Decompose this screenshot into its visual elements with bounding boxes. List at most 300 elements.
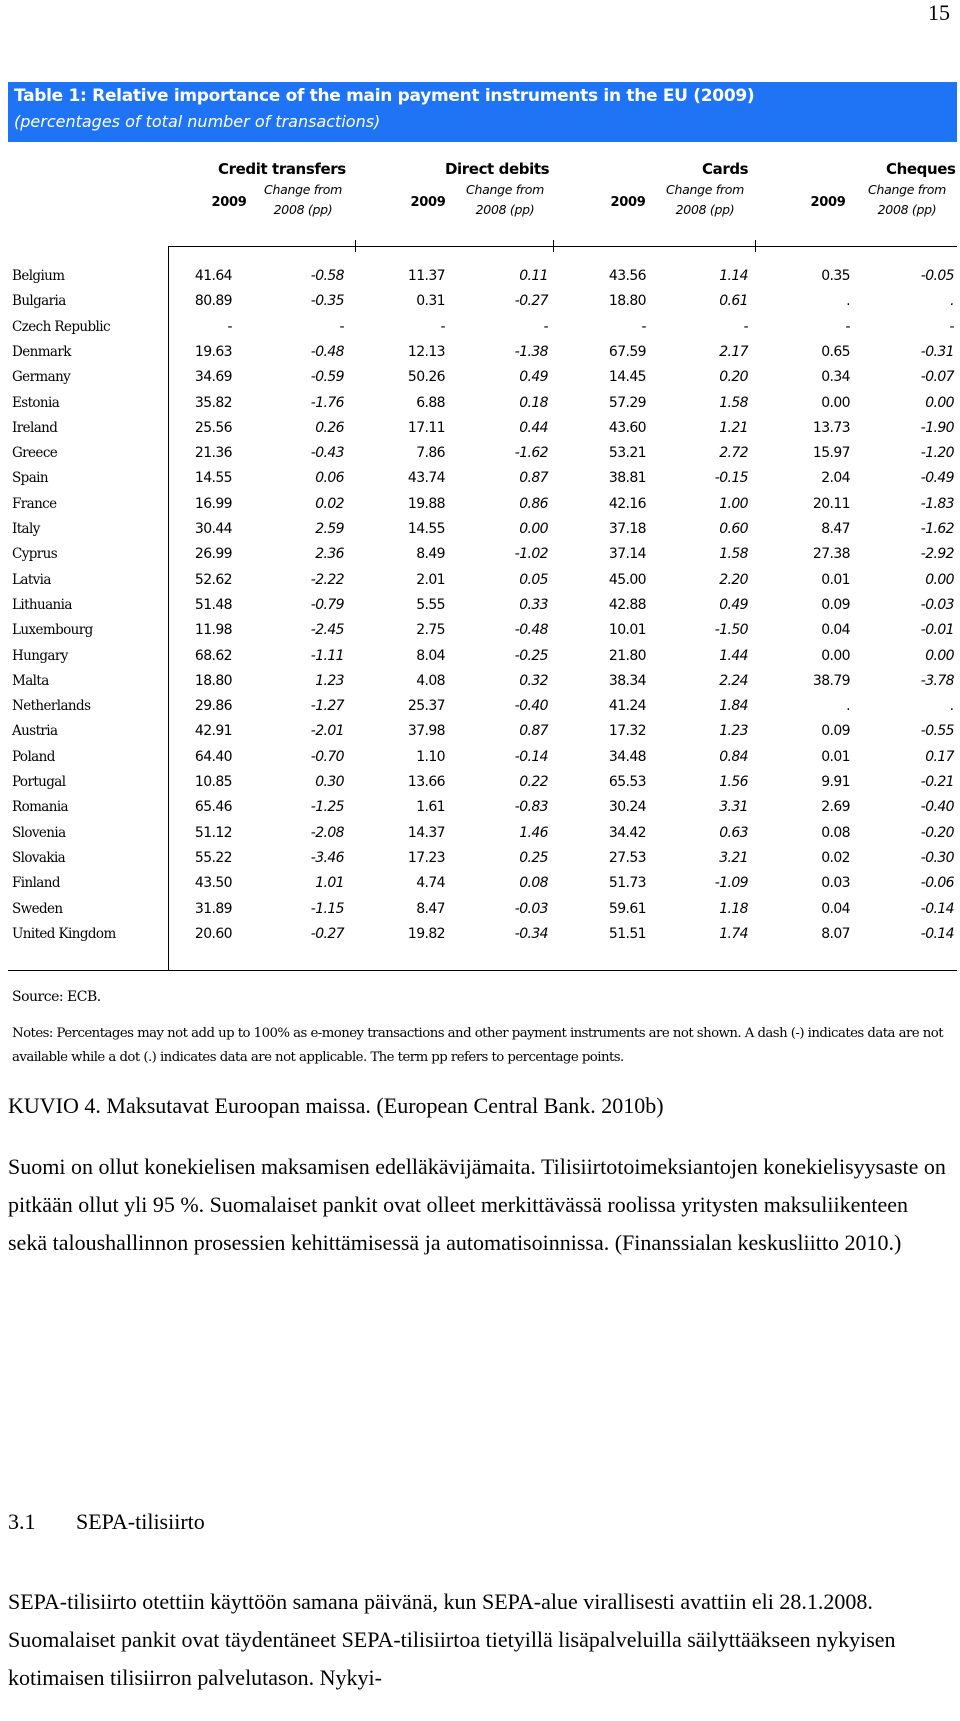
table-row	[8, 593, 957, 618]
table-row	[8, 466, 957, 491]
header-tick-2	[553, 240, 554, 252]
value-cell: 38.34	[608, 672, 646, 689]
country-cell: United Kingdom	[12, 925, 116, 942]
change-cell: -0.59	[310, 369, 344, 386]
table-row	[8, 441, 957, 466]
change-cell: 0.22	[519, 774, 548, 790]
change-cell: 0.00	[519, 521, 548, 537]
change-cell: -2.22	[310, 571, 344, 588]
change-cell: 0.00	[925, 571, 954, 588]
change-cell: 1.58	[719, 394, 748, 411]
value-cell: 68.62	[194, 647, 232, 664]
value-cell: 31.89	[194, 900, 232, 917]
change-cell: 1.58	[719, 546, 748, 563]
value-cell: 42.91	[194, 723, 232, 740]
value-cell: .	[846, 293, 850, 310]
change-cell: -0.14	[920, 900, 954, 917]
value-cell: 35.82	[194, 394, 232, 411]
value-cell: 8.07	[821, 925, 850, 942]
table-row	[8, 846, 957, 871]
change-cell: -0.79	[310, 596, 344, 613]
country-cell: Malta	[12, 672, 49, 689]
bottom-rule	[8, 970, 957, 971]
value-cell: 14.55	[194, 470, 232, 487]
value-cell: 21.80	[608, 647, 646, 664]
value-cell: 17.23	[407, 849, 445, 866]
change-cell: -0.03	[920, 596, 954, 613]
change-cell: 2.36	[315, 546, 344, 563]
subheader-cheques-2009: 2009	[810, 195, 846, 210]
table-row	[8, 719, 957, 744]
country-cell: Cyprus	[12, 546, 58, 563]
change-cell: 1.56	[719, 774, 748, 790]
change-cell: 1.23	[719, 723, 748, 740]
subheader-cheques-change: Change from 2008 (pp)	[868, 182, 946, 217]
change-cell: -2.45	[310, 622, 344, 639]
value-cell: 17.11	[407, 419, 445, 436]
value-cell: 2.75	[416, 622, 445, 639]
change-cell: -3.78	[920, 672, 954, 689]
table-row	[8, 745, 957, 770]
value-cell: 27.38	[812, 546, 850, 563]
change-cell: 0.26	[315, 419, 344, 436]
value-cell: 14.37	[407, 824, 445, 841]
table-row	[8, 340, 957, 365]
value-cell: -	[641, 318, 646, 335]
value-cell: 34.48	[608, 748, 646, 765]
change-cell: -0.48	[310, 343, 344, 360]
section-number: 3.1	[8, 1509, 36, 1534]
value-cell: 45.00	[608, 571, 646, 588]
table-row	[8, 669, 957, 694]
country-cell: Portugal	[12, 774, 66, 790]
change-cell: -1.76	[310, 394, 344, 411]
value-cell: 38.79	[812, 672, 850, 689]
value-cell: .	[846, 698, 850, 715]
subheader-credit-change: Change from 2008 (pp)	[264, 182, 342, 217]
country-cell: Greece	[12, 445, 58, 462]
change-cell: -0.01	[920, 622, 954, 639]
value-cell: 5.55	[416, 596, 445, 613]
change-cell: 3.21	[719, 849, 748, 866]
value-cell: 8.47	[821, 521, 850, 537]
value-cell: 0.04	[821, 900, 850, 917]
value-cell: 14.55	[407, 521, 445, 537]
value-cell: 43.56	[608, 268, 646, 284]
group-header-cheques: Cheques	[886, 160, 956, 178]
change-cell: -1.62	[514, 445, 548, 462]
value-cell: 51.51	[608, 925, 646, 942]
section-heading	[8, 1509, 205, 1535]
change-cell: -2.01	[310, 723, 344, 740]
table-row	[8, 492, 957, 517]
change-cell: -0.48	[514, 622, 548, 639]
value-cell: 0.34	[821, 369, 850, 386]
country-cell: Estonia	[12, 394, 60, 411]
value-cell: -	[227, 318, 232, 335]
country-cell: Slovenia	[12, 824, 66, 841]
country-cell: Slovakia	[12, 849, 66, 866]
value-cell: 30.44	[194, 521, 232, 537]
change-cell: -0.34	[514, 925, 548, 942]
value-cell: 1.61	[416, 799, 445, 816]
change-cell: 2.59	[315, 521, 344, 537]
value-cell: 8.04	[416, 647, 445, 664]
value-cell: 4.74	[416, 875, 445, 892]
change-cell: 0.49	[519, 369, 548, 386]
value-cell: 0.09	[821, 596, 850, 613]
value-cell: 41.24	[608, 698, 646, 715]
group-header-credit-transfers: Credit transfers	[218, 160, 346, 178]
country-cell: Hungary	[12, 647, 68, 664]
change-cell: -1.20	[920, 445, 954, 462]
change-cell: -1.90	[920, 419, 954, 436]
value-cell: 21.36	[194, 445, 232, 462]
table-row	[8, 770, 957, 795]
subheader-cards-2009: 2009	[610, 195, 646, 210]
change-cell: 0.18	[519, 394, 548, 411]
change-cell: -0.07	[920, 369, 954, 386]
value-cell: 8.47	[416, 900, 445, 917]
value-cell: 2.01	[416, 571, 445, 588]
value-cell: 34.42	[608, 824, 646, 841]
change-cell: 0.87	[519, 723, 548, 740]
table-row	[8, 871, 957, 896]
change-cell: 1.18	[719, 900, 748, 917]
value-cell: 34.69	[194, 369, 232, 386]
change-cell: -1.15	[310, 900, 344, 917]
payment-instruments-table-figure	[8, 82, 957, 1072]
value-cell: 37.14	[608, 546, 646, 563]
change-cell: -	[339, 318, 344, 335]
value-cell: 57.29	[608, 394, 646, 411]
change-cell: -0.05	[920, 268, 954, 284]
table-row	[8, 694, 957, 719]
paragraph-1: Suomi on ollut konekielisen maksamisen edelläkävijämaita. Tilisiirtotoimeksiantojen konekielisyysaste on pitkään ollut yli 95 %. Suomalaiset pankit ovat olleet merkittävässä roolissa yritysten maksuliikenteen sekä taloushallinnon prosessien kehittämisessä ja automatisoinnissa. (Finanssialan keskusliitto 2010.)	[8, 1154, 946, 1255]
value-cell: 55.22	[194, 849, 232, 866]
value-cell: 0.02	[821, 849, 850, 866]
table-row	[8, 897, 957, 922]
change-cell: 0.17	[925, 748, 954, 765]
change-cell: 1.21	[719, 419, 748, 436]
value-cell: 19.88	[407, 495, 445, 512]
change-cell: 0.06	[315, 470, 344, 487]
country-cell: Poland	[12, 748, 55, 765]
change-cell: -0.14	[514, 748, 548, 765]
change-cell: -2.08	[310, 824, 344, 841]
table-row	[8, 618, 957, 643]
country-cell: Bulgaria	[12, 293, 66, 310]
value-cell: 1.10	[416, 748, 445, 765]
value-cell: 43.50	[194, 875, 232, 892]
value-cell: 10.85	[194, 774, 232, 790]
country-cell: Lithuania	[12, 596, 72, 613]
change-cell: -0.70	[310, 748, 344, 765]
value-cell: 0.08	[821, 824, 850, 841]
value-cell: 2.04	[821, 470, 850, 487]
value-cell: 8.49	[416, 546, 445, 563]
table-row	[8, 568, 957, 593]
value-cell: 16.99	[194, 495, 232, 512]
country-cell: Finland	[12, 875, 60, 892]
change-cell: -1.02	[514, 546, 548, 563]
value-cell: 6.88	[416, 394, 445, 411]
country-cell: Luxembourg	[12, 622, 93, 639]
country-cell: Ireland	[12, 419, 58, 436]
change-cell: 0.08	[519, 875, 548, 892]
value-cell: -	[845, 318, 850, 335]
value-cell: 59.61	[608, 900, 646, 917]
value-cell: 65.46	[194, 799, 232, 816]
change-cell: -0.03	[514, 900, 548, 917]
subheader-debits-change: Change from 2008 (pp)	[466, 182, 544, 217]
table-row	[8, 365, 957, 390]
subheader-cards-change: Change from 2008 (pp)	[666, 182, 744, 217]
change-cell: 2.17	[719, 343, 748, 360]
change-cell: 0.87	[519, 470, 548, 487]
value-cell: 42.16	[608, 495, 646, 512]
value-cell: 51.12	[194, 824, 232, 841]
country-cell: Spain	[12, 470, 48, 487]
value-cell: 67.59	[608, 343, 646, 360]
country-cell: Denmark	[12, 343, 71, 360]
group-header-direct-debits: Direct debits	[445, 160, 550, 178]
value-cell: 37.98	[407, 723, 445, 740]
change-cell: -0.27	[514, 293, 548, 310]
section-title: SEPA-tilisiirto	[76, 1509, 205, 1534]
change-cell: -0.40	[920, 799, 954, 816]
table-row	[8, 644, 957, 669]
change-cell: -0.06	[920, 875, 954, 892]
change-cell: 2.20	[719, 571, 748, 588]
value-cell: 2.69	[821, 799, 850, 816]
table-source: Source: ECB.	[12, 989, 101, 1005]
change-cell: -1.25	[310, 799, 344, 816]
change-cell: -0.83	[514, 799, 548, 816]
value-cell: 13.73	[812, 419, 850, 436]
change-cell: 0.49	[719, 596, 748, 613]
change-cell: 2.72	[719, 445, 748, 462]
value-cell: 13.66	[407, 774, 445, 790]
value-cell: 42.88	[608, 596, 646, 613]
value-cell: 64.40	[194, 748, 232, 765]
change-cell: -0.21	[920, 774, 954, 790]
value-cell: -	[440, 318, 445, 335]
change-cell: 0.84	[719, 748, 748, 765]
value-cell: 15.97	[812, 445, 850, 462]
value-cell: 0.65	[821, 343, 850, 360]
value-cell: 29.86	[194, 698, 232, 715]
value-cell: 11.98	[194, 622, 232, 639]
change-cell: 0.86	[519, 495, 548, 512]
group-header-cards: Cards	[702, 160, 749, 178]
change-cell: 0.02	[315, 495, 344, 512]
table-row	[8, 416, 957, 441]
change-cell: 0.20	[719, 369, 748, 386]
change-cell: 0.05	[519, 571, 548, 588]
value-cell: 20.11	[812, 495, 850, 512]
change-cell: -	[543, 318, 548, 335]
table-row	[8, 391, 957, 416]
change-cell: 0.61	[719, 293, 748, 310]
page-number: 15	[928, 0, 950, 25]
value-cell: 0.00	[821, 647, 850, 664]
change-cell: -0.58	[310, 268, 344, 284]
change-cell: 1.46	[519, 824, 548, 841]
value-cell: 43.60	[608, 419, 646, 436]
table-row	[8, 289, 957, 314]
table-subtitle: (percentages of total number of transactions)	[14, 112, 381, 131]
value-cell: 11.37	[407, 268, 445, 284]
change-cell: 1.01	[315, 875, 344, 892]
value-cell: 17.32	[608, 723, 646, 740]
subheader-credit-2009: 2009	[211, 195, 247, 210]
change-cell: 0.00	[925, 394, 954, 411]
value-cell: 19.82	[407, 925, 445, 942]
change-cell: 1.84	[719, 698, 748, 715]
change-cell: .	[950, 698, 954, 715]
table-row	[8, 517, 957, 542]
value-cell: 19.63	[194, 343, 232, 360]
change-cell: 1.74	[719, 925, 748, 942]
value-cell: 43.74	[407, 470, 445, 487]
value-cell: 14.45	[608, 369, 646, 386]
value-cell: 10.01	[608, 622, 646, 639]
value-cell: 20.60	[194, 925, 232, 942]
change-cell: -0.40	[514, 698, 548, 715]
change-cell: -1.38	[514, 343, 548, 360]
change-cell: -1.09	[714, 875, 748, 892]
table-row	[8, 315, 957, 340]
country-cell: Austria	[12, 723, 58, 740]
value-cell: 0.04	[821, 622, 850, 639]
change-cell: -0.14	[920, 925, 954, 942]
country-cell: Belgium	[12, 268, 65, 284]
value-cell: 7.86	[416, 445, 445, 462]
country-cell: Romania	[12, 799, 69, 816]
table-row	[8, 264, 957, 289]
change-cell: -1.27	[310, 698, 344, 715]
change-cell: -3.46	[310, 849, 344, 866]
change-cell: -1.50	[714, 622, 748, 639]
change-cell: -0.31	[920, 343, 954, 360]
value-cell: 41.64	[194, 268, 232, 284]
table-row	[8, 821, 957, 846]
value-cell: 80.89	[194, 293, 232, 310]
table-banner	[8, 82, 957, 142]
change-cell: -1.11	[310, 647, 344, 664]
change-cell: .	[950, 293, 954, 310]
change-cell: 0.60	[719, 521, 748, 537]
country-cell: Italy	[12, 521, 40, 537]
value-cell: 52.62	[194, 571, 232, 588]
country-cell: France	[12, 495, 57, 512]
change-cell: -0.15	[714, 470, 748, 487]
subheader-debits-2009: 2009	[410, 195, 446, 210]
value-cell: 25.37	[407, 698, 445, 715]
change-cell: -0.55	[920, 723, 954, 740]
country-cell: Netherlands	[12, 698, 91, 715]
change-cell: -	[949, 318, 954, 335]
country-cell: Czech Republic	[12, 318, 110, 335]
change-cell: -1.62	[920, 521, 954, 537]
value-cell: 30.24	[608, 799, 646, 816]
change-cell: -0.25	[514, 647, 548, 664]
value-cell: 38.81	[608, 470, 646, 487]
country-cell: Latvia	[12, 571, 51, 588]
change-cell: 0.00	[925, 647, 954, 664]
change-cell: 3.31	[719, 799, 748, 816]
header-tick-3	[755, 240, 756, 252]
value-cell: 0.00	[821, 394, 850, 411]
table-row	[8, 542, 957, 567]
table-row	[8, 795, 957, 820]
change-cell: -1.83	[920, 495, 954, 512]
value-cell: 65.53	[608, 774, 646, 790]
change-cell: 0.30	[315, 774, 344, 790]
figure-caption: KUVIO 4. Maksutavat Euroopan maissa. (European Central Bank. 2010b)	[8, 1093, 664, 1118]
change-cell: 0.33	[519, 596, 548, 613]
value-cell: 0.09	[821, 723, 850, 740]
change-cell: 0.44	[519, 419, 548, 436]
country-cell: Germany	[12, 369, 71, 386]
value-cell: 12.13	[407, 343, 445, 360]
value-cell: 51.73	[608, 875, 646, 892]
change-cell: -0.49	[920, 470, 954, 487]
change-cell: 0.11	[519, 268, 548, 284]
table-title: Table 1: Relative importance of the main payment instruments in the EU (2009)	[14, 86, 755, 106]
value-cell: 9.91	[821, 774, 850, 790]
change-cell: 0.25	[519, 849, 548, 866]
change-cell: 2.24	[719, 672, 748, 689]
change-cell: -0.27	[310, 925, 344, 942]
change-cell: 1.00	[719, 495, 748, 512]
header-tick-1	[355, 240, 356, 252]
change-cell: 0.32	[519, 672, 548, 689]
value-cell: 53.21	[608, 445, 646, 462]
value-cell: 18.80	[194, 672, 232, 689]
change-cell: -0.35	[310, 293, 344, 310]
change-cell: -	[743, 318, 748, 335]
value-cell: 0.03	[821, 875, 850, 892]
change-cell: -0.43	[310, 445, 344, 462]
value-cell: 37.18	[608, 521, 646, 537]
value-cell: 27.53	[608, 849, 646, 866]
value-cell: 0.35	[821, 268, 850, 284]
table-row	[8, 922, 957, 947]
change-cell: -0.30	[920, 849, 954, 866]
change-cell: -0.20	[920, 824, 954, 841]
paragraph-2: SEPA-tilisiirto otettiin käyttöön samana päivänä, kun SEPA-alue virallisesti avattiin eli 28.1.2008. Suomalaiset pankit ovat täydentäneet SEPA-tilisiirtoa tietyillä lisäpalveluilla säilyttääkseen nykyisen kotimaisen tilisiirron palvelutason. Nykyi-	[8, 1589, 896, 1690]
country-cell: Sweden	[12, 900, 63, 917]
value-cell: 25.56	[194, 419, 232, 436]
header-rule	[168, 246, 957, 247]
value-cell: 0.01	[821, 748, 850, 765]
value-cell: 18.80	[608, 293, 646, 310]
change-cell: 1.14	[719, 268, 748, 284]
value-cell: 51.48	[194, 596, 232, 613]
value-cell: 50.26	[407, 369, 445, 386]
value-cell: 0.01	[821, 571, 850, 588]
value-cell: 26.99	[194, 546, 232, 563]
value-cell: 0.31	[416, 293, 445, 310]
change-cell: 1.44	[719, 647, 748, 664]
value-cell: 4.08	[416, 672, 445, 689]
table-notes: Notes: Percentages may not add up to 100% as e-money transactions and other payment instruments are not shown. A dash (-) indicates data are not available while a dot (.) indicates data are not applicable. The term pp refers to percentage points.	[12, 1026, 944, 1065]
change-cell: 1.23	[315, 672, 344, 689]
change-cell: -2.92	[920, 546, 954, 563]
change-cell: 0.63	[719, 824, 748, 841]
